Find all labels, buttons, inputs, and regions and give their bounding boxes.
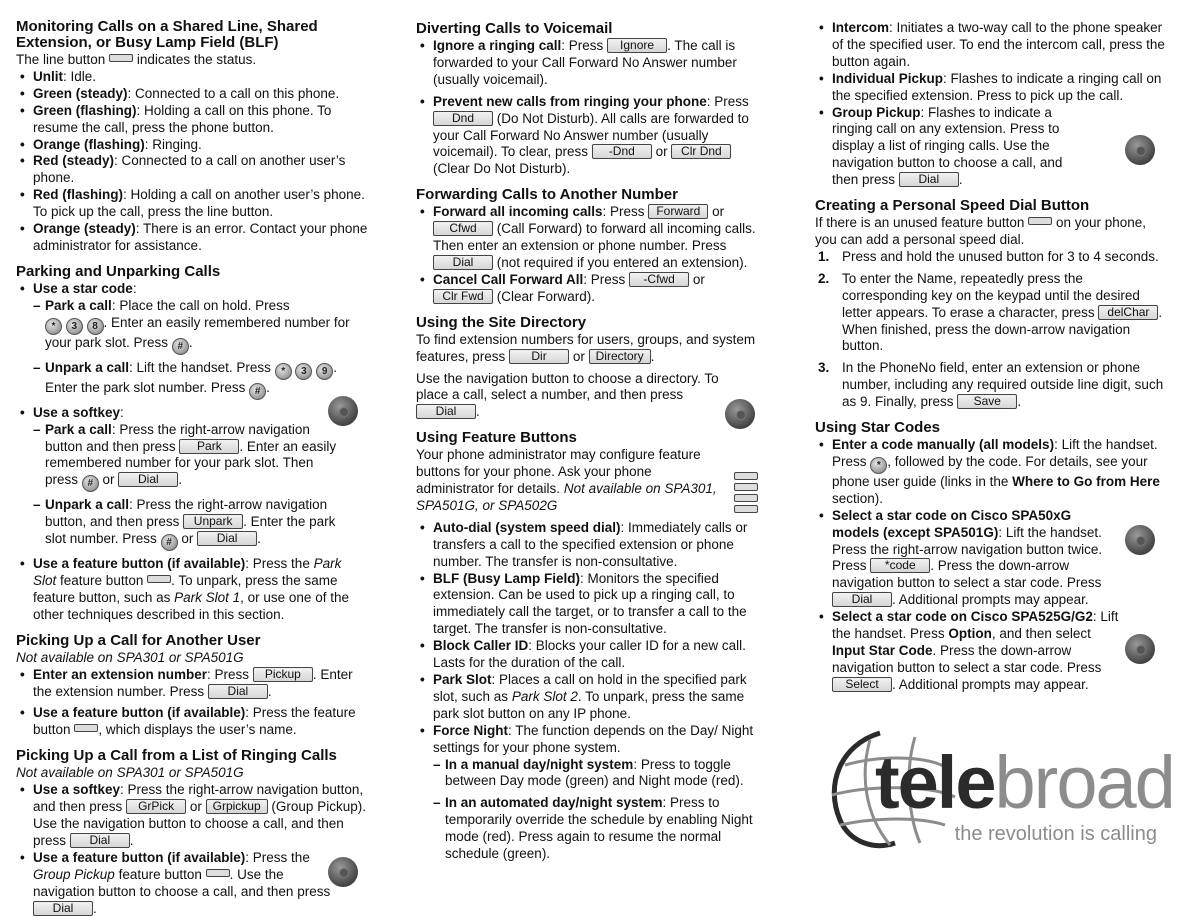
ignore-softkey[interactable]: Ignore (607, 38, 667, 53)
status-list (16, 69, 368, 255)
list-item: • Block Caller ID: Blocks your caller ID for a new call. Lasts for the duration of the call. (416, 638, 764, 672)
list-item: • Use a feature button (if available): Press the feature button , which displays the user’s name. (16, 705, 368, 739)
three-key-icon: 3 (295, 363, 312, 380)
list-item: • Cancel Call Forward All: Press -Cfwd or Clr Fwd (Clear Forward). (416, 272, 764, 306)
list-item: – Park a call: Place the call on hold. Press * 3 8 . Enter an easily remembered number for your park slot. Press # . (33, 298, 368, 355)
logo-wordmark: telebroad (875, 741, 1174, 824)
clrfwd-softkey[interactable]: Clr Fwd (433, 289, 493, 304)
column-1 (16, 0, 368, 917)
pickup-list-subtitle: Not available on SPA301 or SPA501G (16, 765, 244, 781)
list-item: • Red (flashing): Holding a call on another user’s phone. To pick up the call, press the line button. (16, 187, 368, 221)
list-item: • Select a star code on Cisco SPA50xG models (except SPA501G): Lift the handset. Press the right-arrow navigation button twice. Press *code . Press the down-arrow navigation button to select a star code. Press Dial . Additional prompts may appear. (815, 508, 1167, 609)
pickup-softkey[interactable]: Pickup (253, 667, 313, 682)
list-item: 2. To enter the Name, repeatedly press the corresponding key on the keypad until the desired letter appears. To erase a character, press delChar . When finished, press the down-arrow navigation button. (818, 270, 1163, 354)
section-title-parking: Parking and Unparking Calls (16, 262, 221, 280)
feature-button-icon (206, 869, 230, 877)
undnd-softkey[interactable]: -Dnd (592, 144, 652, 159)
feature-buttons-icon (734, 472, 758, 516)
dial-softkey[interactable]: Dial (33, 901, 93, 916)
navigation-button-icon (1125, 525, 1155, 555)
list-item: – Park a call: Press the right-arrow navigation button and then press Park . Enter an easily remembered number for your park slot. Then press # or Dial . (33, 422, 338, 493)
list-item: – In an automated day/night system: Press to temporarily override the schedule by enabling Night mode (red). Press again to resume the normal schedule (green). (433, 795, 764, 863)
cfwd-softkey[interactable]: Cfwd (433, 221, 493, 236)
clrdnd-softkey[interactable]: Clr Dnd (671, 144, 731, 159)
section-title-forwarding: Forwarding Calls to Another Number (416, 186, 678, 204)
hash-key-icon: # (82, 475, 99, 492)
list-item: • Force Night: The function depends on the Day/ Night settings for your phone system. – In a manual day/night system: Press to toggle between Day mode (green) and Night mode (red). – In an automated day/night system: Press to temporarily override the schedule by enabling Night mode (red). Press again to resume the normal schedule (green). (416, 723, 764, 863)
navigation-button-icon (1125, 135, 1155, 165)
dial-softkey[interactable]: Dial (197, 531, 257, 546)
telebroad-logo (820, 725, 1174, 855)
hash-key-icon: # (161, 534, 178, 551)
section-title-voicemail: Diverting Calls to Voicemail (416, 20, 613, 37)
grpickup-softkey[interactable]: Grpickup (206, 799, 268, 814)
list-item: • Enter a code manually (all models): Lift the handset. Press * , followed by the code. For details, see your phone user guide (links in the Where to Go from Here section). (815, 437, 1167, 508)
navigation-button-icon (725, 399, 755, 429)
list-item: • Use a softkey: – Park a call: Press the right-arrow navigation button and then press Park . Enter an easily remembered number for your park slot. Then press # or Dial . – Unpark a call: Press the right-arrow navigation button, and then press Unpark . Enter the park slot number. Press # or Dial . (16, 405, 368, 551)
list-item: – Unpark a call: Press the right-arrow navigation button, and then press Unpark . Enter the park slot number. Press # or Dial . (33, 497, 338, 551)
feature-button-icon (74, 724, 98, 732)
eight-key-icon: 8 (87, 318, 104, 335)
starcode-softkey[interactable]: *code (870, 558, 930, 573)
list-item: • Orange (flashing): Ringing. (16, 137, 368, 154)
column-3 (815, 0, 1167, 694)
delchar-softkey[interactable]: delChar (1098, 305, 1158, 320)
feature-buttons-list (416, 520, 764, 863)
line-button-icon (109, 54, 133, 62)
navigation-button-icon (328, 396, 358, 426)
unpark-softkey[interactable]: Unpark (183, 514, 243, 529)
list-item: • Use a feature button (if available): Press the Park Slot feature button . To unpark, press the same feature button, such as Park Slot 1, or use one of the other techniques described in this section. (16, 556, 368, 624)
feature-buttons-intro: Your phone administrator may configure feature buttons for your phone. Ask your phone administrator for details. Not available on SPA301, SPA501G, or SPA502G (416, 447, 717, 513)
dial-softkey[interactable]: Dial (208, 684, 268, 699)
dnd-softkey[interactable]: Dnd (433, 111, 493, 126)
list-item: • Prevent new calls from ringing your phone: Press Dnd (Do Not Disturb). All calls are forwarded to your Call Forward No Answer number (usually voicemail). To clear, press -Dnd or Clr Dnd (Clear Do Not Disturb). (416, 94, 764, 179)
list-item: • Forward all incoming calls: Press Forward or Cfwd (Call Forward) to forward all incoming calls. Then enter an extension or phone number. Press Dial (not required if you entered an extension). (416, 204, 764, 272)
nine-key-icon: 9 (316, 363, 333, 380)
dir-softkey[interactable]: Dir (509, 349, 569, 364)
list-item: – Unpark a call: Lift the handset. Press * 3 9 . Enter the park slot number. Press # . (33, 360, 368, 400)
uncfwd-softkey[interactable]: -Cfwd (629, 272, 689, 287)
forwarding-list (416, 204, 764, 305)
star-key-icon: * (45, 318, 62, 335)
pickup-other-list (16, 667, 368, 740)
dial-softkey[interactable]: Dial (70, 833, 130, 848)
list-item: • Red (steady): Connected to a call on another user’s phone. (16, 153, 368, 187)
list-item: • Use a feature button (if available): Press the Group Pickup feature button . Use the navigation button to choose a call, and then press Dial . (16, 850, 368, 917)
directory-para-2: Use the navigation button to choose a directory. To place a call, select a number, and then press Dial . (416, 370, 719, 420)
feature-button-icon (1028, 217, 1052, 225)
parking-list (16, 281, 368, 624)
voicemail-list (416, 38, 764, 178)
pickup-list-list (16, 782, 368, 917)
dial-softkey[interactable]: Dial (118, 472, 178, 487)
directory-softkey[interactable]: Directory (589, 349, 651, 364)
hash-key-icon: # (172, 338, 189, 355)
hash-key-icon: # (249, 383, 266, 400)
column-2 (416, 0, 764, 863)
list-item: 3. In the PhoneNo field, enter an extension or phone number, including any required outside line digit, such as 9. Finally, press Save . (818, 360, 1164, 410)
list-item: 1. Press and hold the unused button for 3 to 4 seconds. (818, 248, 1159, 264)
logo-tagline: the revolution is calling (954, 823, 1157, 845)
navigation-button-icon (1125, 634, 1155, 664)
section-title-pickup-other: Picking Up a Call for Another User (16, 631, 261, 649)
list-item: • Orange (steady): There is an error. Contact your phone administrator for assistance. (16, 221, 368, 255)
list-item: • Use a star code: – Park a call: Place the call on hold. Press * 3 8 . Enter an easily remembered number for your park slot. Press # . – Unpark a call: Lift the handset. Press * 3 9 . Enter the park slot number. Press # . (16, 281, 368, 400)
list-item: • Green (steady): Connected to a call on this phone. (16, 86, 368, 103)
list-item: – In a manual day/night system: Press to toggle between Day mode (green) and Night mode (red). (433, 757, 764, 791)
list-item: • Use a softkey: Press the right-arrow navigation button, and then press GrPick or Grpickup (Group Pickup). Use the navigation button to choose a call, and then press Dial . (16, 782, 368, 850)
speed-dial-steps (815, 249, 1167, 411)
list-item: • BLF (Busy Lamp Field): Monitors the specified extension. Can be used to pick up a ringing call, to immediately call the target, or to transfer a call to the target. The transfer is non-consultative. (416, 571, 764, 639)
section-title-directory: Using the Site Directory (416, 313, 587, 331)
pickup-other-subtitle: Not available on SPA301 or SPA501G (16, 649, 244, 665)
list-item: • Auto-dial (system speed dial): Immediately calls or transfers a call to the specified extension or phone number. The transfer is non-consultative. (416, 520, 764, 571)
speed-dial-intro: If there is an unused feature button on your phone, you can add a personal speed dial. (815, 215, 1147, 247)
list-item: • Park Slot: Places a call on hold in the specified park slot, such as Park Slot 2. To unpark, press the same park slot button on any IP phone. (416, 672, 764, 723)
list-item: • Intercom: Initiates a two-way call to the phone speaker of the specified user. To end the intercom call, press the button again. (815, 20, 1167, 71)
section-title-feature-buttons: Using Feature Buttons (416, 429, 577, 447)
list-item: • Enter an extension number: Press Pickup . Enter the extension number. Press Dial . (16, 667, 368, 701)
feature-button-icon (147, 575, 171, 583)
forward-softkey[interactable]: Forward (648, 204, 708, 219)
park-softkey[interactable]: Park (179, 439, 239, 454)
select-softkey[interactable]: Select (832, 677, 892, 692)
list-item: • Green (flashing): Holding a call on this phone. To resume the call, press the phone button. (16, 103, 368, 137)
directory-para-1: To find extension numbers for users, groups, and system features, press Dir or Directory . (416, 331, 756, 364)
section-title-star-codes: Using Star Codes (815, 419, 941, 437)
list-item: • Unlit: Idle. (16, 69, 368, 86)
dial-softkey[interactable]: Dial (416, 404, 476, 419)
section-title-monitoring: Monitoring Calls on a Shared Line, Shared Extension, or Busy Lamp Field (BLF) (16, 18, 318, 51)
list-item: • Ignore a ringing call: Press Ignore . The call is forwarded to your Call Forward No Answer number (usually voicemail). (416, 38, 764, 89)
list-item: • Individual Pickup: Flashes to indicate a ringing call on the specified extension. Press to pick up the call. (815, 71, 1167, 105)
monitoring-intro: The line button indicates the status. (16, 52, 257, 67)
navigation-button-icon (328, 857, 358, 887)
section-title-speed-dial: Creating a Personal Speed Dial Button (815, 197, 1090, 215)
dial-softkey[interactable]: Dial (899, 172, 959, 187)
list-item: • Group Pickup: Flashes to indicate a ringing call on any extension. Press to display a list of ringing calls. Use the navigation button to choose a call, and then press Dial . (815, 105, 1167, 190)
feature-buttons-list-cont (815, 20, 1167, 189)
section-title-pickup-list: Picking Up a Call from a List of Ringing Calls (16, 747, 337, 765)
grpick-softkey[interactable]: GrPick (126, 799, 186, 814)
star-key-icon: * (275, 363, 292, 380)
star-codes-list (815, 437, 1167, 694)
star-key-icon: * (870, 457, 887, 474)
save-softkey[interactable]: Save (957, 394, 1017, 409)
list-item: • Select a star code on Cisco SPA525G/G2: Lift the handset. Press Option, and then select Input Star Code. Press the down-arrow navigation button to select a star code. Press Select . Additional prompts may appear. (815, 609, 1167, 694)
dial-softkey[interactable]: Dial (433, 255, 493, 270)
three-key-icon: 3 (66, 318, 83, 335)
dial-softkey[interactable]: Dial (832, 592, 892, 607)
